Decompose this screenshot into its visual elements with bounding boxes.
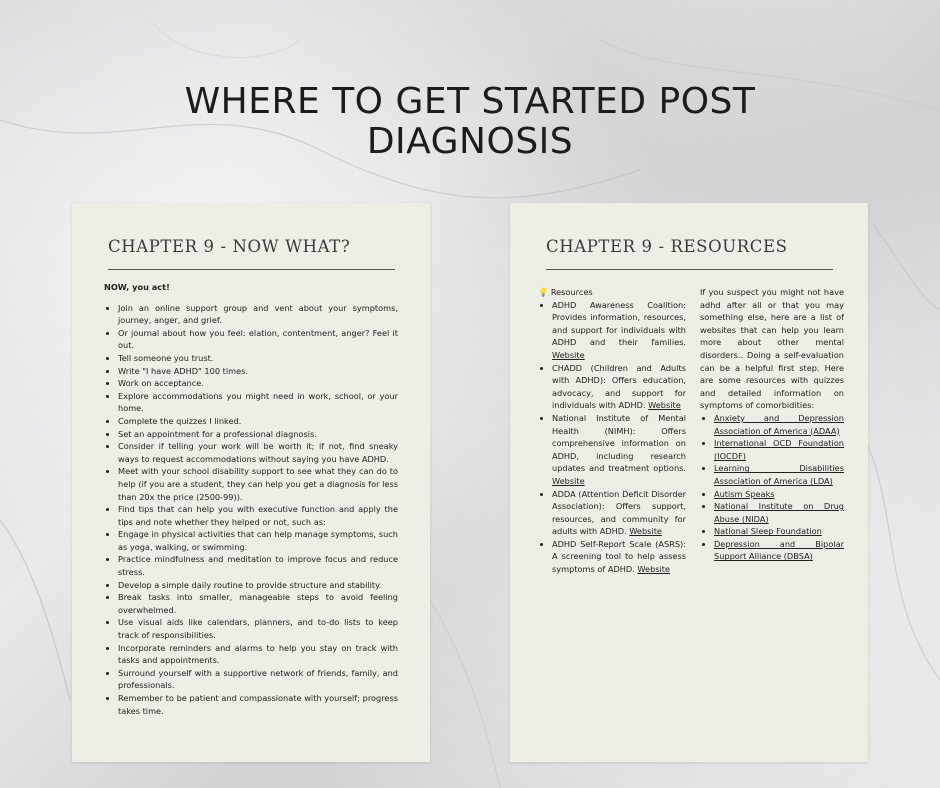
list-item: • Develop a simple daily routine to provide structure and stability.: [118, 579, 398, 592]
list-item: [552, 538, 686, 576]
left-page-title: CHAPTER 9 - NOW WHAT?: [108, 237, 351, 256]
website-link[interactable]: Website: [552, 475, 585, 486]
action-list: [104, 302, 398, 718]
right-title-rule: [546, 269, 833, 270]
website-link[interactable]: Website: [648, 400, 681, 411]
list-item: [552, 488, 686, 538]
list-item: [552, 299, 686, 362]
resource-description: ADDA (Attention Deficit Disorder Association): Offers support, resources, and community for adults with ADHD.: [552, 488, 686, 537]
list-item: • Explore accommodations you might need in work, school, or your home.: [118, 390, 398, 415]
list-item: • Or journal about how you feel: elation, contentment, anger? Feel it out.: [118, 327, 398, 352]
website-link[interactable]: Website: [629, 526, 662, 537]
list-item: • Work on acceptance.: [118, 377, 398, 390]
list-item: • Tell someone you trust.: [118, 352, 398, 365]
resource-description: ADHD Awareness Coalition: Provides information, resources, and support for individuals with ADHD and their families.: [552, 299, 686, 348]
website-link[interactable]: Website: [552, 349, 585, 360]
list-item: [714, 525, 844, 538]
list-item: [714, 437, 844, 462]
organization-link[interactable]: Learning Disabilities Association of America (LDA): [714, 463, 844, 486]
organizations-list: [700, 412, 844, 563]
list-item: [714, 488, 844, 501]
list-item: • Engage in physical activities that can help manage symptoms, such as yoga, walking, or swimming.: [118, 528, 398, 553]
headline: [0, 82, 940, 162]
lead-text: NOW, you act!: [104, 282, 170, 292]
right-page: [510, 203, 868, 762]
organization-link[interactable]: National Institute on Drug Abuse (NIDA): [714, 501, 844, 524]
website-link[interactable]: Website: [637, 564, 671, 575]
right-page-title: CHAPTER 9 - RESOURCES: [546, 237, 788, 256]
list-item: • Find tips that can help you with executive function and apply the tips and note whether they helped or not, such as:: [118, 503, 398, 528]
resource-description: National Institute of Mental Health (NIMH): Offers comprehensive information on ADHD, including research updates and treatment options.: [552, 412, 686, 474]
list-item: • Write "I have ADHD" 100 times.: [118, 365, 398, 378]
headline-line-2: DIAGNOSIS: [366, 121, 574, 162]
list-item: [714, 538, 844, 563]
lightbulb-icon: 💡: [538, 287, 549, 297]
list-item: • Break tasks into smaller, manageable steps to avoid feeling overwhelmed.: [118, 591, 398, 616]
resources-heading: [538, 286, 686, 299]
list-item: • Surround yourself with a supportive network of friends, family, and professionals.: [118, 667, 398, 692]
list-item: [552, 362, 686, 412]
resources-list: [538, 299, 686, 576]
right-page-columns: [538, 286, 844, 576]
list-item: • Consider if telling your work will be worth it; if not, find sneaky ways to request accommodations without saying you have ADHD.: [118, 440, 398, 465]
list-item: • Set an appointment for a professional diagnosis.: [118, 428, 398, 441]
resource-description: ADHD Self-Report Scale (ASRS): A screening tool to help assess symptoms of ADHD.: [552, 538, 686, 575]
organization-link[interactable]: Anxiety and Depression Association of America (ADAA): [714, 412, 844, 436]
list-item: [714, 462, 844, 487]
organization-link[interactable]: National Sleep Foundation: [714, 526, 822, 537]
list-item: • Use visual aids like calendars, planners, and to-do lists to keep track of responsibilities.: [118, 616, 398, 641]
list-item: • Remember to be patient and compassionate with yourself; progress takes time.: [118, 692, 398, 717]
left-title-rule: [108, 269, 395, 270]
headline-line-1: WHERE TO GET STARTED POST: [184, 81, 756, 122]
list-item: • Practice mindfulness and meditation to improve focus and reduce stress.: [118, 553, 398, 578]
left-page-content: [104, 281, 398, 717]
resources-heading-label: Resources: [550, 287, 593, 297]
organization-link[interactable]: Depression and Bipolar Support Alliance (DBSA): [714, 538, 844, 562]
list-item: • Meet with your school disability support to see what they can do to help (if you are a student, they can help you get a diagnosis for less than 20x the price (2500-99)).: [118, 465, 398, 503]
list-item: [552, 412, 686, 488]
list-item: • Join an online support group and vent about your symptoms, journey, anger, and grief.: [118, 302, 398, 327]
left-page: [72, 203, 430, 762]
list-item: [714, 500, 844, 525]
list-item: • Incorporate reminders and alarms to help you stay on track with tasks and appointments.: [118, 642, 398, 667]
list-item: [714, 412, 844, 437]
comorbidities-intro: If you suspect you might not have adhd after all or that you may something else, here are a list of websites that can help you learn more about other mental disorders.. Doing a self-evaluation can be a helpful first step. Here are some resources with quizzes and detailed information on symptoms of comorbidities:: [700, 287, 844, 411]
organization-link[interactable]: Autism Speaks: [714, 488, 775, 499]
organization-link[interactable]: International OCD Foundation (IOCDF): [714, 438, 844, 461]
resource-description: CHADD (Children and Adults with ADHD): Offers education, advocacy, and support for individuals with ADHD.: [552, 362, 686, 411]
resources-column: [538, 286, 686, 576]
comorbidities-column: [700, 286, 844, 576]
list-item: • Complete the quizzes I linked.: [118, 415, 398, 428]
